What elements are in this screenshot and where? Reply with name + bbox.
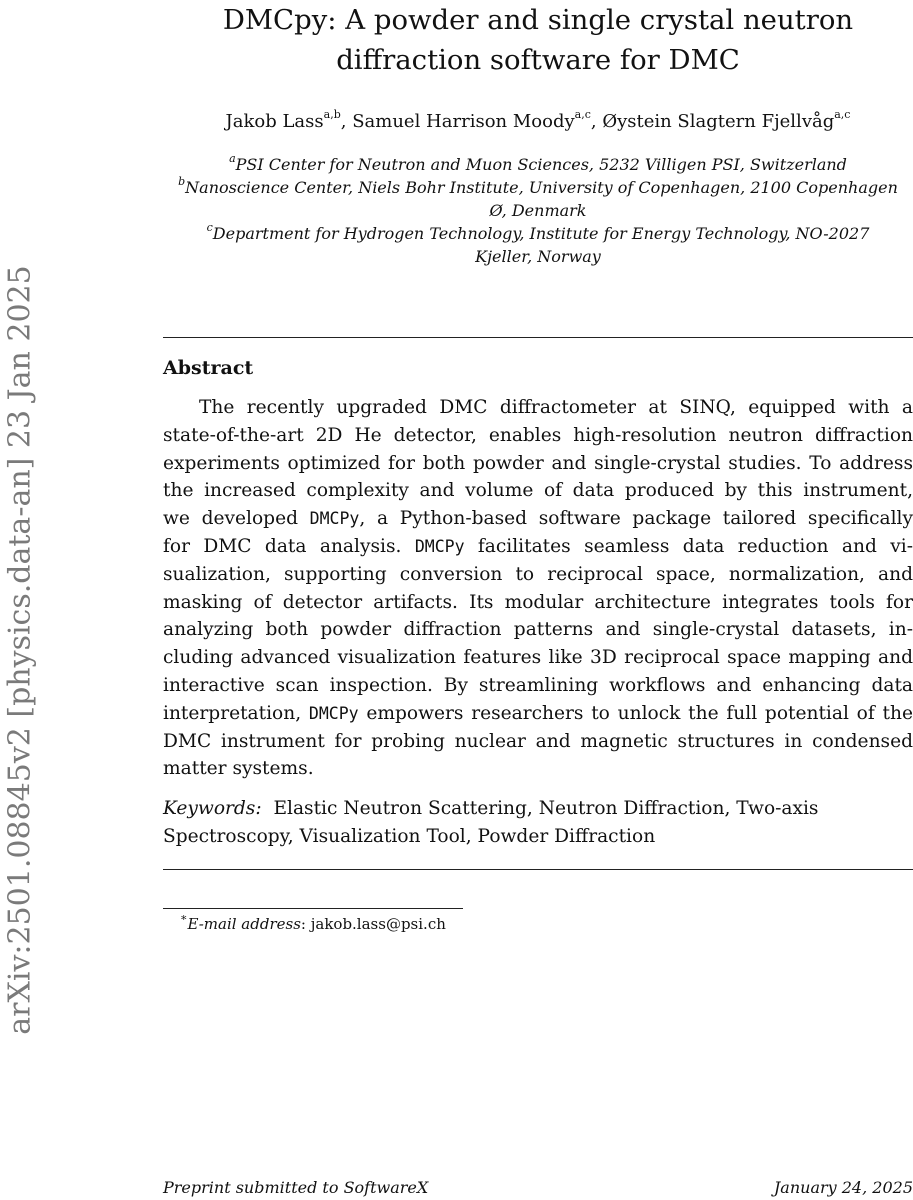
footnote-label: E-mail address	[187, 915, 301, 933]
abstract-text: we developed	[163, 508, 310, 530]
keywords-line-1	[163, 795, 913, 823]
abstract-line	[163, 644, 913, 672]
affiliation-line	[163, 199, 913, 222]
abstract-text: sualization, supporting conversion to reciprocal space, normalization, and	[163, 563, 913, 585]
affiliation-line	[163, 153, 913, 176]
author-name: Jakob Lass	[225, 111, 324, 132]
abstract-text: state-of-the-art 2D He detector, enables high-resolution neutron diffraction	[163, 424, 913, 446]
abstract-top-rule	[163, 337, 913, 338]
footnote-mark: ∗	[180, 911, 188, 924]
abstract-text: masking of detector artifacts. Its modular architecture integrates tools for	[163, 591, 913, 613]
author-affil-sup: a,c	[574, 108, 591, 121]
software-name-code: DMCPy	[414, 536, 465, 556]
abstract-text: cluding advanced visualization features like 3D reciprocal space mapping and	[163, 647, 913, 669]
footnote	[180, 913, 446, 935]
abstract-line	[163, 700, 913, 728]
abstract-line	[163, 450, 913, 478]
keywords-text-1: Elastic Neutron Scattering, Neutron Diffraction, Two-axis	[273, 798, 819, 819]
abstract-body	[163, 394, 913, 783]
author-list: Jakob Lass$^{a,b}$, Samuel Harrison Moody$^{a,c}$, Øystein Slagtern Fjellvåg$^{a,c}$	[225, 108, 851, 132]
footnote-email: : jakob.lass@psi.ch	[300, 915, 446, 933]
abstract-line	[163, 589, 913, 617]
abstract-text: interactive scan inspection. By streamlining workflows and enhancing data	[163, 674, 913, 696]
author-name: Øystein Slagtern Fjellvåg	[602, 111, 835, 132]
abstract-line	[163, 755, 913, 783]
abstract-line	[163, 477, 913, 505]
abstract-text: empowers researchers to unlock the full potential of the	[358, 702, 913, 724]
software-name-code: DMCPy	[308, 703, 359, 723]
abstract-text: , a Python-based software package tailored specifically	[359, 508, 913, 530]
abstract-bottom-rule	[163, 869, 913, 870]
affiliation-text: Nanoscience Center, Niels Bohr Institute, University of Copenhagen, 2100 Copenhagen	[185, 178, 898, 197]
affiliation-sup: a	[229, 151, 236, 165]
abstract-text: DMC instrument for probing nuclear and magnetic structures in condensed	[163, 730, 913, 752]
abstract-text: interpretation,	[163, 702, 309, 724]
abstract-text: analyzing both powder diffraction patterns and single-crystal datasets, in-	[163, 619, 913, 641]
affiliations	[163, 153, 913, 268]
abstract-text: the increased complexity and volume of data produced by this instrument,	[163, 480, 913, 502]
paper-title	[163, 0, 913, 80]
abstract-text: facilitates seamless data reduction and vi-	[464, 535, 913, 557]
abstract-line	[163, 505, 913, 533]
abstract-line	[163, 422, 913, 450]
affiliation-line	[163, 245, 913, 268]
abstract-line	[163, 616, 913, 644]
affiliation-text: Ø, Denmark	[489, 201, 587, 220]
title-line-2: diffraction software for DMC	[336, 44, 740, 76]
software-name-code: DMCPy	[309, 509, 360, 529]
abstract-line	[163, 533, 913, 561]
keywords	[163, 795, 913, 851]
affiliation-text: PSI Center for Neutron and Muon Sciences, 5232 Villigen PSI, Switzerland	[235, 155, 847, 174]
footnote-rule	[163, 908, 463, 909]
affiliation-line	[163, 176, 913, 199]
author-affil-sup: a,b	[323, 108, 341, 121]
abstract-text: matter systems.	[163, 758, 314, 780]
arxiv-sidebar-stamp: arXiv:2501.08845v2 [physics.data-an] 23 Jan 2025	[2, 265, 38, 1035]
author-name: Samuel Harrison Moody	[352, 111, 575, 132]
affiliation-sup: b	[178, 174, 186, 188]
title-line-1: DMCpy: A powder and single crystal neutron	[222, 4, 854, 36]
keywords-label: Keywords:	[163, 798, 262, 819]
abstract-heading: Abstract	[163, 357, 254, 379]
keywords-line-2: Spectroscopy, Visualization Tool, Powder Diffraction	[163, 825, 656, 847]
abstract-text: experiments optimized for both powder and single-crystal studies. To address	[163, 452, 913, 474]
author-affil-sup: a,c	[834, 108, 851, 121]
affiliation-sup: c	[206, 220, 213, 234]
abstract-line	[163, 561, 913, 589]
footer-date: January 24, 2025	[773, 1178, 913, 1197]
abstract-line	[163, 728, 913, 756]
abstract-text: for DMC data analysis.	[163, 535, 415, 557]
abstract-line	[163, 672, 913, 700]
affiliation-text: Department for Hydrogen Technology, Institute for Energy Technology, NO-2027	[212, 224, 870, 243]
affiliation-text: Kjeller, Norway	[475, 247, 601, 266]
abstract-line	[163, 394, 913, 422]
abstract-text: The recently upgraded DMC diffractometer at SINQ, equipped with a	[199, 397, 913, 418]
footer-preprint-note: Preprint submitted to SoftwareX	[163, 1178, 429, 1197]
affiliation-line	[163, 222, 913, 245]
